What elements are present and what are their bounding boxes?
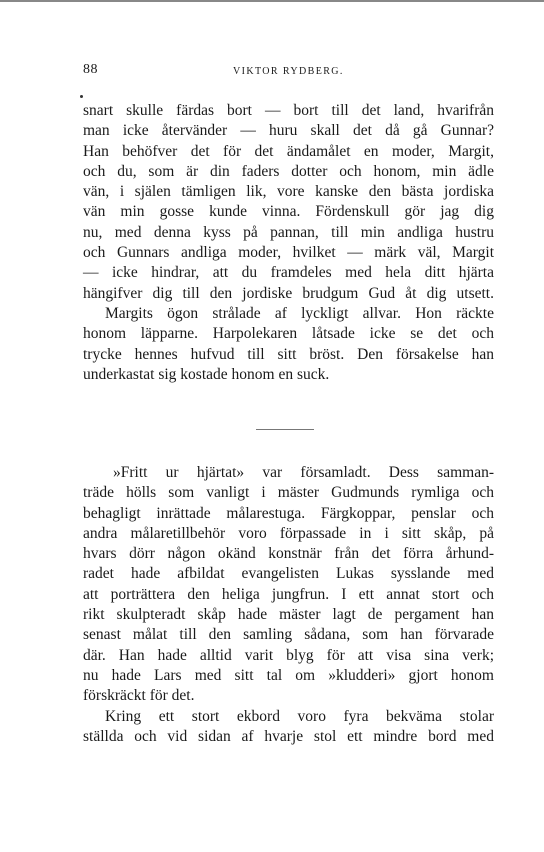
text-line: honom läpparne. Harpolekaren låtsade icke se det och: [83, 325, 494, 343]
paragraph: [83, 101, 494, 304]
text-line: underkastat sig kostade honom en suck.: [83, 365, 330, 383]
text-line: »Fritt ur hjärtat» var församladt. Dess samman-: [113, 464, 494, 481]
text-line: Margits ögon strålade af lyckligt allvar. Hon räckte: [105, 304, 494, 322]
text-block-2: [83, 463, 494, 747]
text-line: senast målat till den samling sådana, som han förvarade: [83, 626, 494, 644]
page-number: 88: [83, 62, 98, 77]
text-line: och Gunnars andliga moder, hvilket — märk väl, Margit: [83, 244, 494, 262]
text-line: vän, i själen tämligen lik, vore kanske den bästa jordiska: [83, 183, 494, 201]
text-line: där. Han hade alltid varit blyg för att visa sina verk;: [83, 646, 494, 664]
text-block-1: [83, 101, 494, 385]
text-line: nu hade Lars med sitt tal om »kludderi» gjort honom: [83, 666, 494, 684]
text-line: hängifver dig till den jordiske brudgum Gud åt dig utsett.: [83, 284, 494, 302]
text-line: radet hade afbildat evangelisten Lukas sysslande med: [83, 565, 494, 583]
text-line: man icke återvänder — huru skall det då gå Gunnar?: [83, 122, 494, 140]
text-line: rikt skulpteradt skåp hade mäster lagt de pergament han: [83, 606, 494, 624]
running-head: VIKTOR RYDBERG.: [233, 66, 344, 77]
section-divider: [256, 429, 314, 430]
paragraph: [83, 304, 494, 385]
text-line: behagligt inrättade målarestuga. Färgkoppar, penslar och: [83, 504, 494, 522]
text-line: snart skulle färdas bort — bort till det land, hvarifrån: [83, 102, 494, 119]
text-line: Han behöfver det för det ändamålet en moder, Margit,: [83, 142, 494, 160]
paragraph: [83, 707, 494, 748]
text-line: förskräckt för det.: [83, 687, 195, 705]
text-line: hvars dörr någon okänd konstnär från det förra århund-: [83, 545, 494, 563]
text-line: att porträttera den heliga jungfrun. I ett annat stort och: [83, 585, 494, 603]
text-line: — icke hindrar, att du framdeles med hela ditt hjärta: [83, 264, 494, 282]
text-line: trycke hennes hufvud till sitt bröst. Den försakelse han: [83, 345, 494, 363]
text-line: träde hölls som vanligt i mäster Gudmunds rymliga och: [83, 484, 494, 502]
text-line: ställda och vid sidan af hvarje stol ett mindre bord med: [83, 727, 494, 745]
paragraph: [83, 463, 494, 707]
stray-ink-mark: [80, 95, 83, 98]
text-line: vän min gosse kunde vinna. Fördenskull gör jag dig: [83, 203, 494, 221]
top-edge-rule: [0, 0, 544, 2]
text-line: andra målaretillbehör voro förpassade in i sitt skåp, på: [83, 524, 494, 542]
text-line: och du, som är din faders dotter och honom, min ädle: [83, 162, 494, 180]
text-line: nu, med denna kyss på pannan, till min andliga hustru: [83, 223, 494, 241]
text-line: Kring ett stort ekbord voro fyra bekväma stolar: [105, 707, 494, 725]
